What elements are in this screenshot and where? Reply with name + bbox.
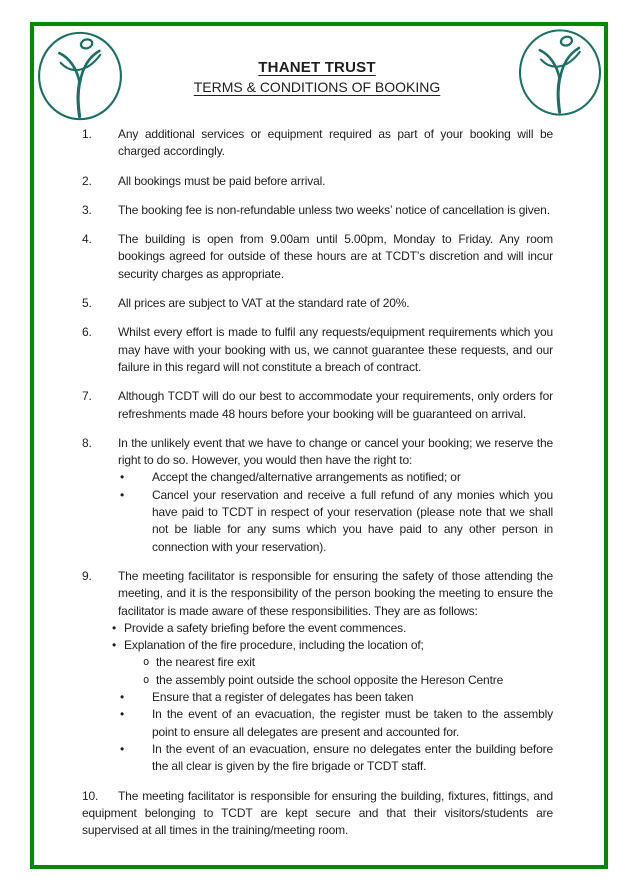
bullet-icon: • bbox=[120, 707, 125, 722]
term-item-8 bbox=[82, 435, 553, 556]
term-text: The meeting facilitator is responsible for ensuring the building, fixtures, fittings, and equipment belonging to TCDT are kept secure and that their visitors/students are supervised at all times in the training/meeting room. bbox=[82, 788, 553, 838]
term-item-3 bbox=[82, 202, 553, 219]
term-item-2 bbox=[82, 173, 553, 190]
bullet-icon: • bbox=[120, 470, 125, 485]
bullet-text: In the event of an evacuation, ensure no delegates enter the building before the all clear is given by the fire brigade or TCDT staff. bbox=[152, 741, 553, 774]
term-number: 3. bbox=[82, 202, 92, 217]
term-text: All prices are subject to VAT at the standard rate of 20%. bbox=[118, 296, 410, 311]
document-subtitle: TERMS & CONDITIONS OF BOOKING bbox=[193, 79, 441, 95]
bullet-item bbox=[112, 637, 553, 654]
sub-bullet-text: the nearest fire exit bbox=[156, 655, 255, 670]
term-number: 2. bbox=[82, 173, 92, 188]
bullet-text: Accept the changed/alternative arrangements as notified; or bbox=[152, 470, 461, 485]
term-text: All bookings must be paid before arrival. bbox=[118, 173, 326, 188]
terms-list bbox=[82, 126, 553, 851]
bullet-icon: • bbox=[120, 487, 125, 502]
bullet-icon: • bbox=[112, 620, 117, 635]
document-title: THANET TRUST bbox=[258, 59, 376, 76]
term-number: 6. bbox=[82, 325, 92, 340]
term-item-4 bbox=[82, 231, 553, 283]
sub-bullet-item bbox=[118, 654, 553, 671]
term-number: 1. bbox=[82, 127, 92, 141]
bullet-text: Ensure that a register of delegates has been taken bbox=[152, 690, 414, 705]
document-header bbox=[0, 59, 634, 96]
bullet-item bbox=[118, 741, 553, 776]
term-item-5 bbox=[82, 295, 553, 312]
bullet-item bbox=[118, 487, 553, 556]
term-text: The building is open from 9.00am until 5.00pm, Monday to Friday. Any room bookings agreed for outside of these hours are at TCDT’s discretion and will incur security charges as appropriate. bbox=[118, 232, 553, 281]
bullet-item bbox=[118, 706, 553, 741]
bullet-icon: • bbox=[112, 638, 117, 653]
term-text: Although TCDT will do our best to accommodate your requirements, only orders for refreshments made 48 hours before your booking will be guaranteed on arrival. bbox=[118, 389, 553, 421]
bullet-item bbox=[112, 620, 553, 637]
bullet-text: Cancel your reservation and receive a full refund of any monies which you have paid to TCDT in respect of your reservation (please note that we shall not be liable for any sums which you have paid to any other person in connection with your reservation). bbox=[152, 487, 553, 554]
sub-bullet-item bbox=[118, 672, 553, 689]
term-item-1 bbox=[82, 126, 553, 161]
bullet-item bbox=[118, 469, 553, 486]
term-text: Whilst every effort is made to fulfil any requests/equipment requirements which you may have with your booking with us, we cannot guarantee these requests, and our failure in this regard will not constitute a breach of contract. bbox=[118, 325, 553, 374]
term-item-10 bbox=[82, 788, 553, 840]
term-text: Any additional services or equipment required as part of your booking will be charged accordingly. bbox=[118, 127, 553, 159]
bullet-text: Explanation of the fire procedure, including the location of; bbox=[124, 638, 424, 653]
term-text: The booking fee is non-refundable unless two weeks’ notice of cancellation is given. bbox=[118, 202, 550, 217]
sub-bullet-text: the assembly point outside the school opposite the Hereson Centre bbox=[156, 672, 504, 687]
term-text: In the unlikely event that we have to change or cancel your booking; we reserve the right to do so. However, you would then have the right to: bbox=[118, 435, 553, 468]
bullet-icon: • bbox=[120, 741, 125, 756]
term-item-9 bbox=[82, 568, 553, 776]
bullet-item bbox=[118, 689, 553, 706]
term-number: 9. bbox=[82, 568, 92, 583]
term-number: 10. bbox=[82, 788, 99, 803]
term-number: 4. bbox=[82, 232, 92, 247]
term-number: 8. bbox=[82, 435, 92, 450]
term-number: 7. bbox=[82, 389, 92, 404]
bullet-text: Provide a safety briefing before the event commences. bbox=[124, 620, 407, 635]
term-item-7 bbox=[82, 388, 553, 423]
term-text: The meeting facilitator is responsible for ensuring the safety of those attending the meeting, and it is the responsibility of the person booking the meeting to ensure the facilitator is made aware of these responsibilities. They are as follows: bbox=[118, 568, 553, 618]
sub-bullet-icon: o bbox=[143, 656, 150, 669]
bullet-icon: • bbox=[120, 690, 125, 705]
bullet-text: In the event of an evacuation, the register must be taken to the assembly point to ensure all delegates are present and accounted for. bbox=[152, 707, 553, 739]
term-item-6 bbox=[82, 324, 553, 376]
sub-bullet-icon: o bbox=[143, 673, 150, 686]
term-number: 5. bbox=[82, 296, 92, 311]
